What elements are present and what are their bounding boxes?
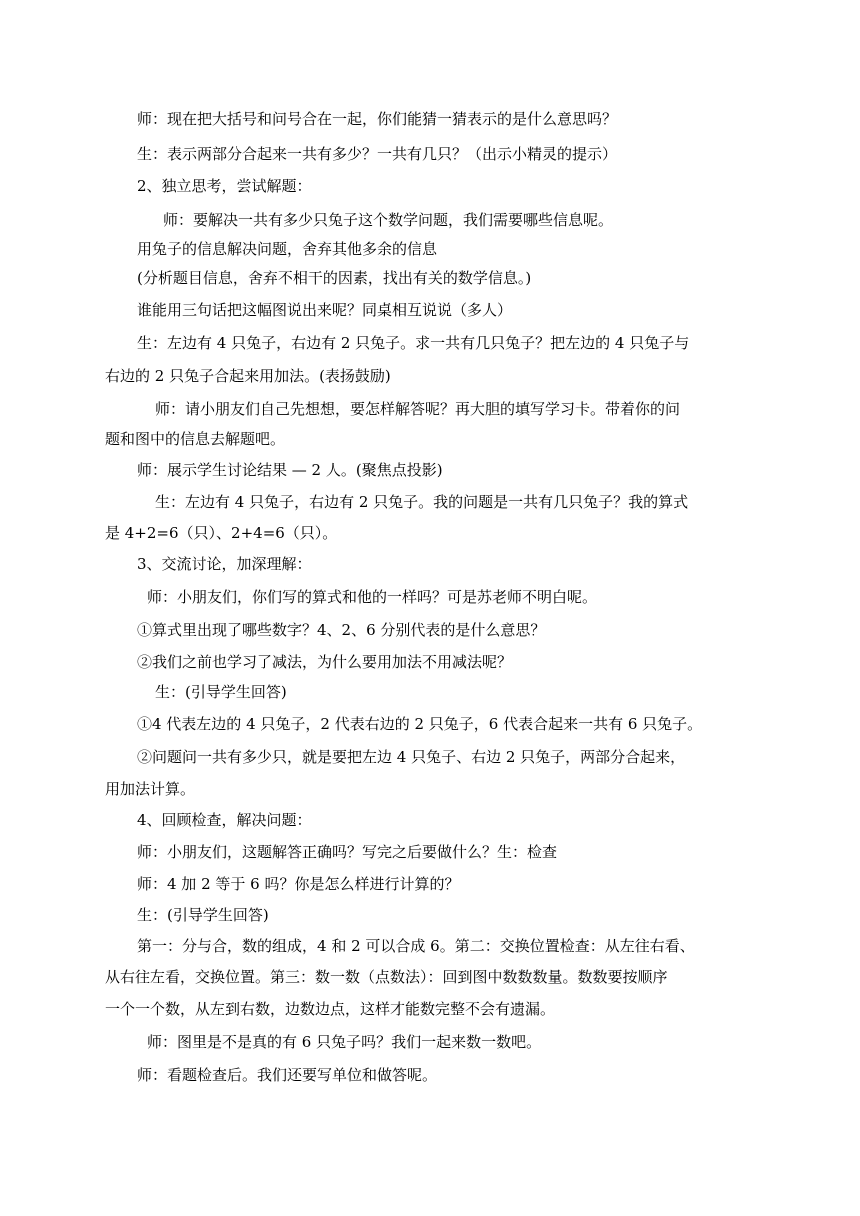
text-line: 师：看题检查后。我们还要写单位和做答呢。 [137,1066,438,1084]
text-line: 谁能用三句话把这幅图说出来呢？同桌相互说说（多人） [137,301,513,319]
text-line: ①4 代表左边的 4 只兔子，2 代表右边的 2 只兔子，6 代表合起来一共有 6 只兔子。 [137,715,703,733]
text-line: 生：左边有 4 只兔子，右边有 2 只兔子。我的问题是一共有几只兔子？我的算式 [155,493,689,511]
text-line: 师：小朋友们，这题解答正确吗？写完之后要做什么？生：检查 [137,843,558,861]
text-line: 生：(引导学生回答) [137,906,269,924]
text-line: 师：要解决一共有多少只兔子这个数学问题，我们需要哪些信息呢。 [163,211,614,229]
text-line: 师：现在把大括号和问号合在一起，你们能猜一猜表示的是什么意思吗？ [137,110,618,128]
section-heading: 2、独立思考，尝试解题： [137,177,312,195]
text-line: 师：请小朋友们自己先想想，要怎样解答呢？再大胆的填写学习卡。带着你的问 [155,400,681,418]
text-line: ②问题问一共有多少只，就是要把左边 4 只兔子、右边 2 只兔子，两部分合起来， [137,748,686,766]
text-line: 师：4 加 2 等于 6 吗？你是怎么样进行计算的？ [137,875,460,893]
text-line: 生：表示两部分合起来一共有多少？一共有几只？（出示小精灵的提示） [137,145,618,163]
text-line: (分析题目信息，舍弃不相干的因素，找出有关的数学信息。) [137,269,532,287]
text-line: 一个一个数，从左到右数，边数边点，这样才能数完整不会有遗漏。 [105,1000,556,1018]
text-line: ①算式里出现了哪些数字？4、2、6 分别代表的是什么意思？ [137,621,546,639]
section-heading: 3、交流讨论，加深理解： [137,555,312,573]
text-line: 师：小朋友们，你们写的算式和他的一样吗？可是苏老师不明白呢。 [147,588,598,606]
text-line: ②我们之前也学习了减法，为什么要用加法不用减法呢？ [137,653,513,671]
text-line: 从右往左看，交换位置。第三：数一数（点数法）：回到图中数数数量。数数要按顺序 [105,968,668,986]
text-line: 是 4+2=6（只）、2+4=6（只）。 [105,524,338,542]
text-line: 右边的 2 只兔子合起来用加法。(表扬鼓励) [105,367,391,385]
text-line: 生：(引导学生回答) [155,683,287,701]
text-line: 题和图中的信息去解题吧。 [105,430,286,448]
text-line: 用兔子的信息解决问题，舍弃其他多余的信息 [137,240,438,258]
text-line: 师：展示学生讨论结果 — 2 人。(聚焦点投影) [137,461,443,479]
section-heading: 4、回顾检查，解决问题： [137,811,312,829]
text-line: 师：图里是不是真的有 6 只兔子吗？我们一起来数一数吧。 [147,1033,542,1051]
text-line: 第一：分与合，数的组成，4 和 2 可以合成 6。第二：交换位置检查：从左往右看、 [137,937,695,955]
text-line: 生：左边有 4 只兔子，右边有 2 只兔子。求一共有几只兔子？把左边的 4 只兔子与 [137,334,690,352]
text-line: 用加法计算。 [105,780,196,798]
